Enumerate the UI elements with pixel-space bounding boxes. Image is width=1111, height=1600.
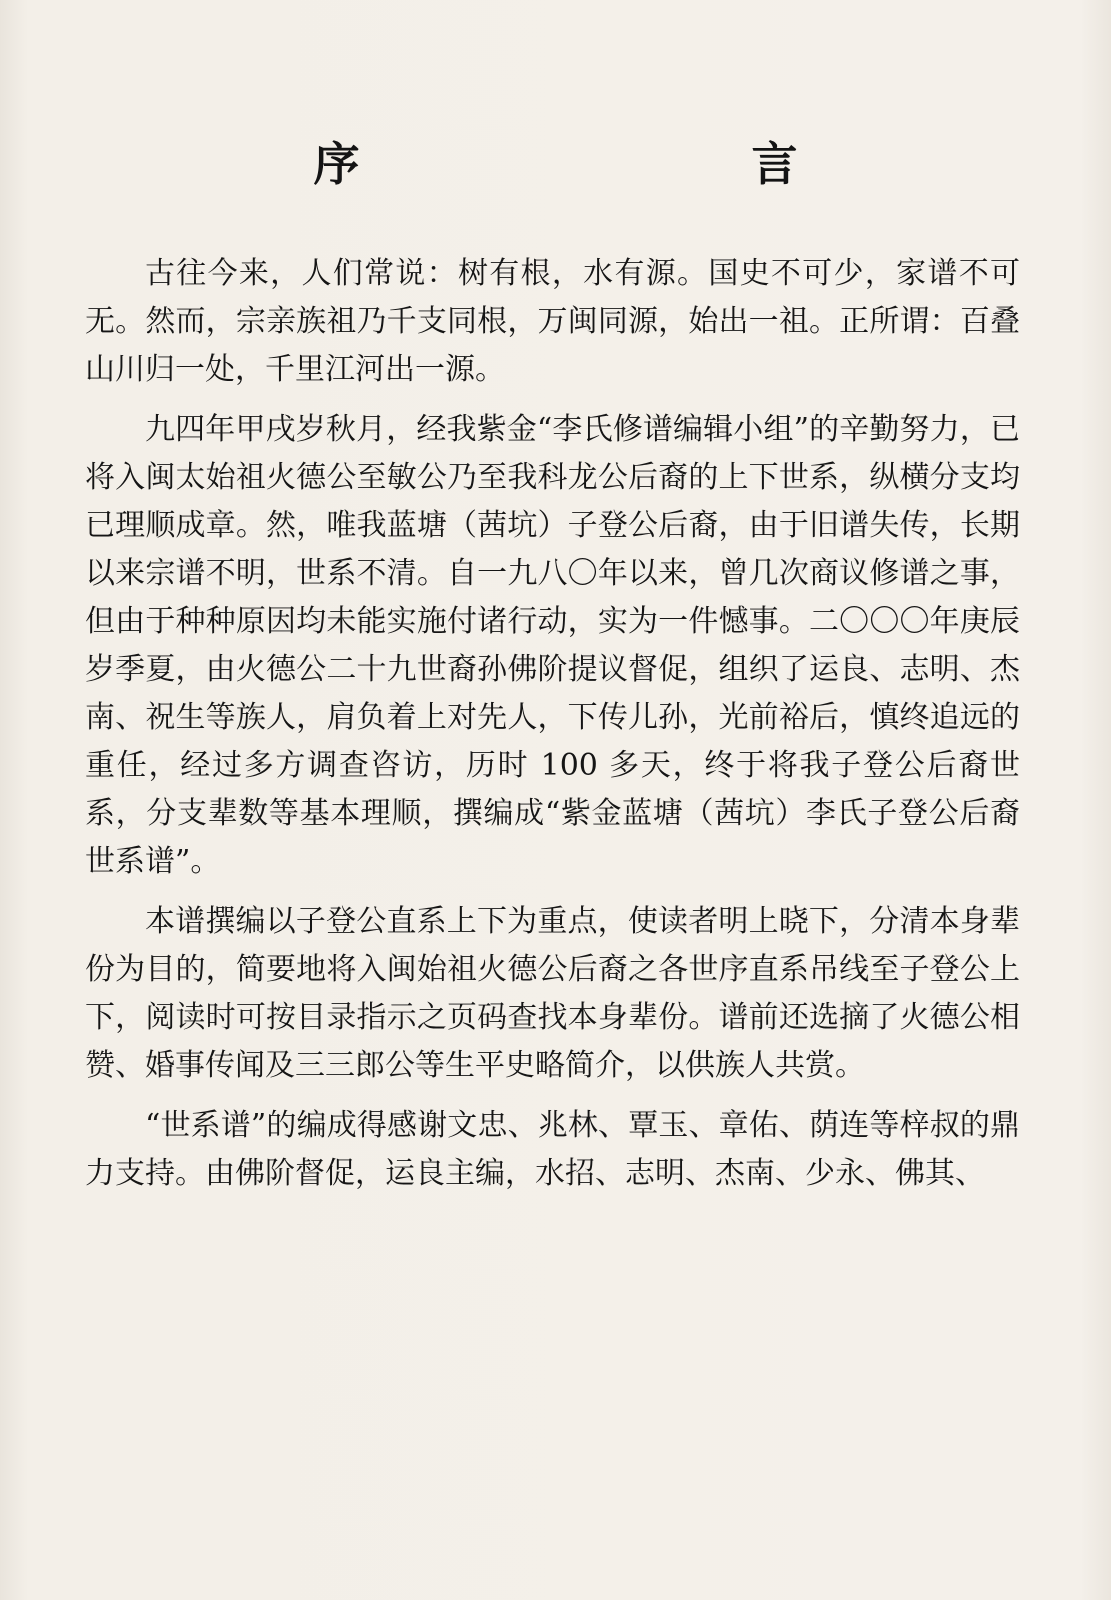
paragraph-2: 九四年甲戌岁秋月，经我紫金“李氏修谱编辑小组”的辛勤努力，已将入闽太始祖火德公至敏公乃至我科龙公后裔的上下世系，纵横分支均已理顺成章。然，唯我蓝塘（茜坑）子登公后裔，由于旧谱失传，长期以来宗谱不明，世系不清。自一九八〇年以来，曾几次商议修谱之事，但由于种种原因均未能实施付诸行动，实为一件憾事。二〇〇〇年庚辰岁季夏，由火德公二十九世裔孙佛阶提议督促，组织了运良、志明、杰南、祝生等族人，肩负着上对先人，下传儿孙，光前裕后，慎终追远的重任，经过多方调查咨访，历时 100 多天，终于将我子登公后裔世系，分支辈数等基本理顺，撰编成“紫金蓝塘（茜坑）李氏子登公后裔世系谱”。 (85, 412, 1020, 879)
paragraph-4: “世系谱”的编成得感谢文忠、兆林、覃玉、章佑、荫连等梓叔的鼎力支持。由佛阶督促，运良主编，水招、志明、杰南、少永、佛其、 (85, 1108, 1020, 1191)
page-title: 序 言 (313, 137, 898, 191)
preface-body (85, 250, 1020, 1210)
paragraph-3: 本谱撰编以子登公直系上下为重点，使读者明上晓下，分清本身辈份为目的，简要地将入闽始祖火德公后裔之各世序直系吊线至子登公上下，阅读时可按目录指示之页码查找本身辈份。谱前还选摘了火德公相赞、婚事传闻及三三郎公等生平史略简介，以供族人共赏。 (85, 904, 1020, 1083)
paragraph-1: 古往今来，人们常说：树有根，水有源。国史不可少，家谱不可无。然而，宗亲族祖乃千支同根，万闽同源，始出一祖。正所谓：百叠山川归一处，千里江河出一源。 (85, 256, 1020, 387)
